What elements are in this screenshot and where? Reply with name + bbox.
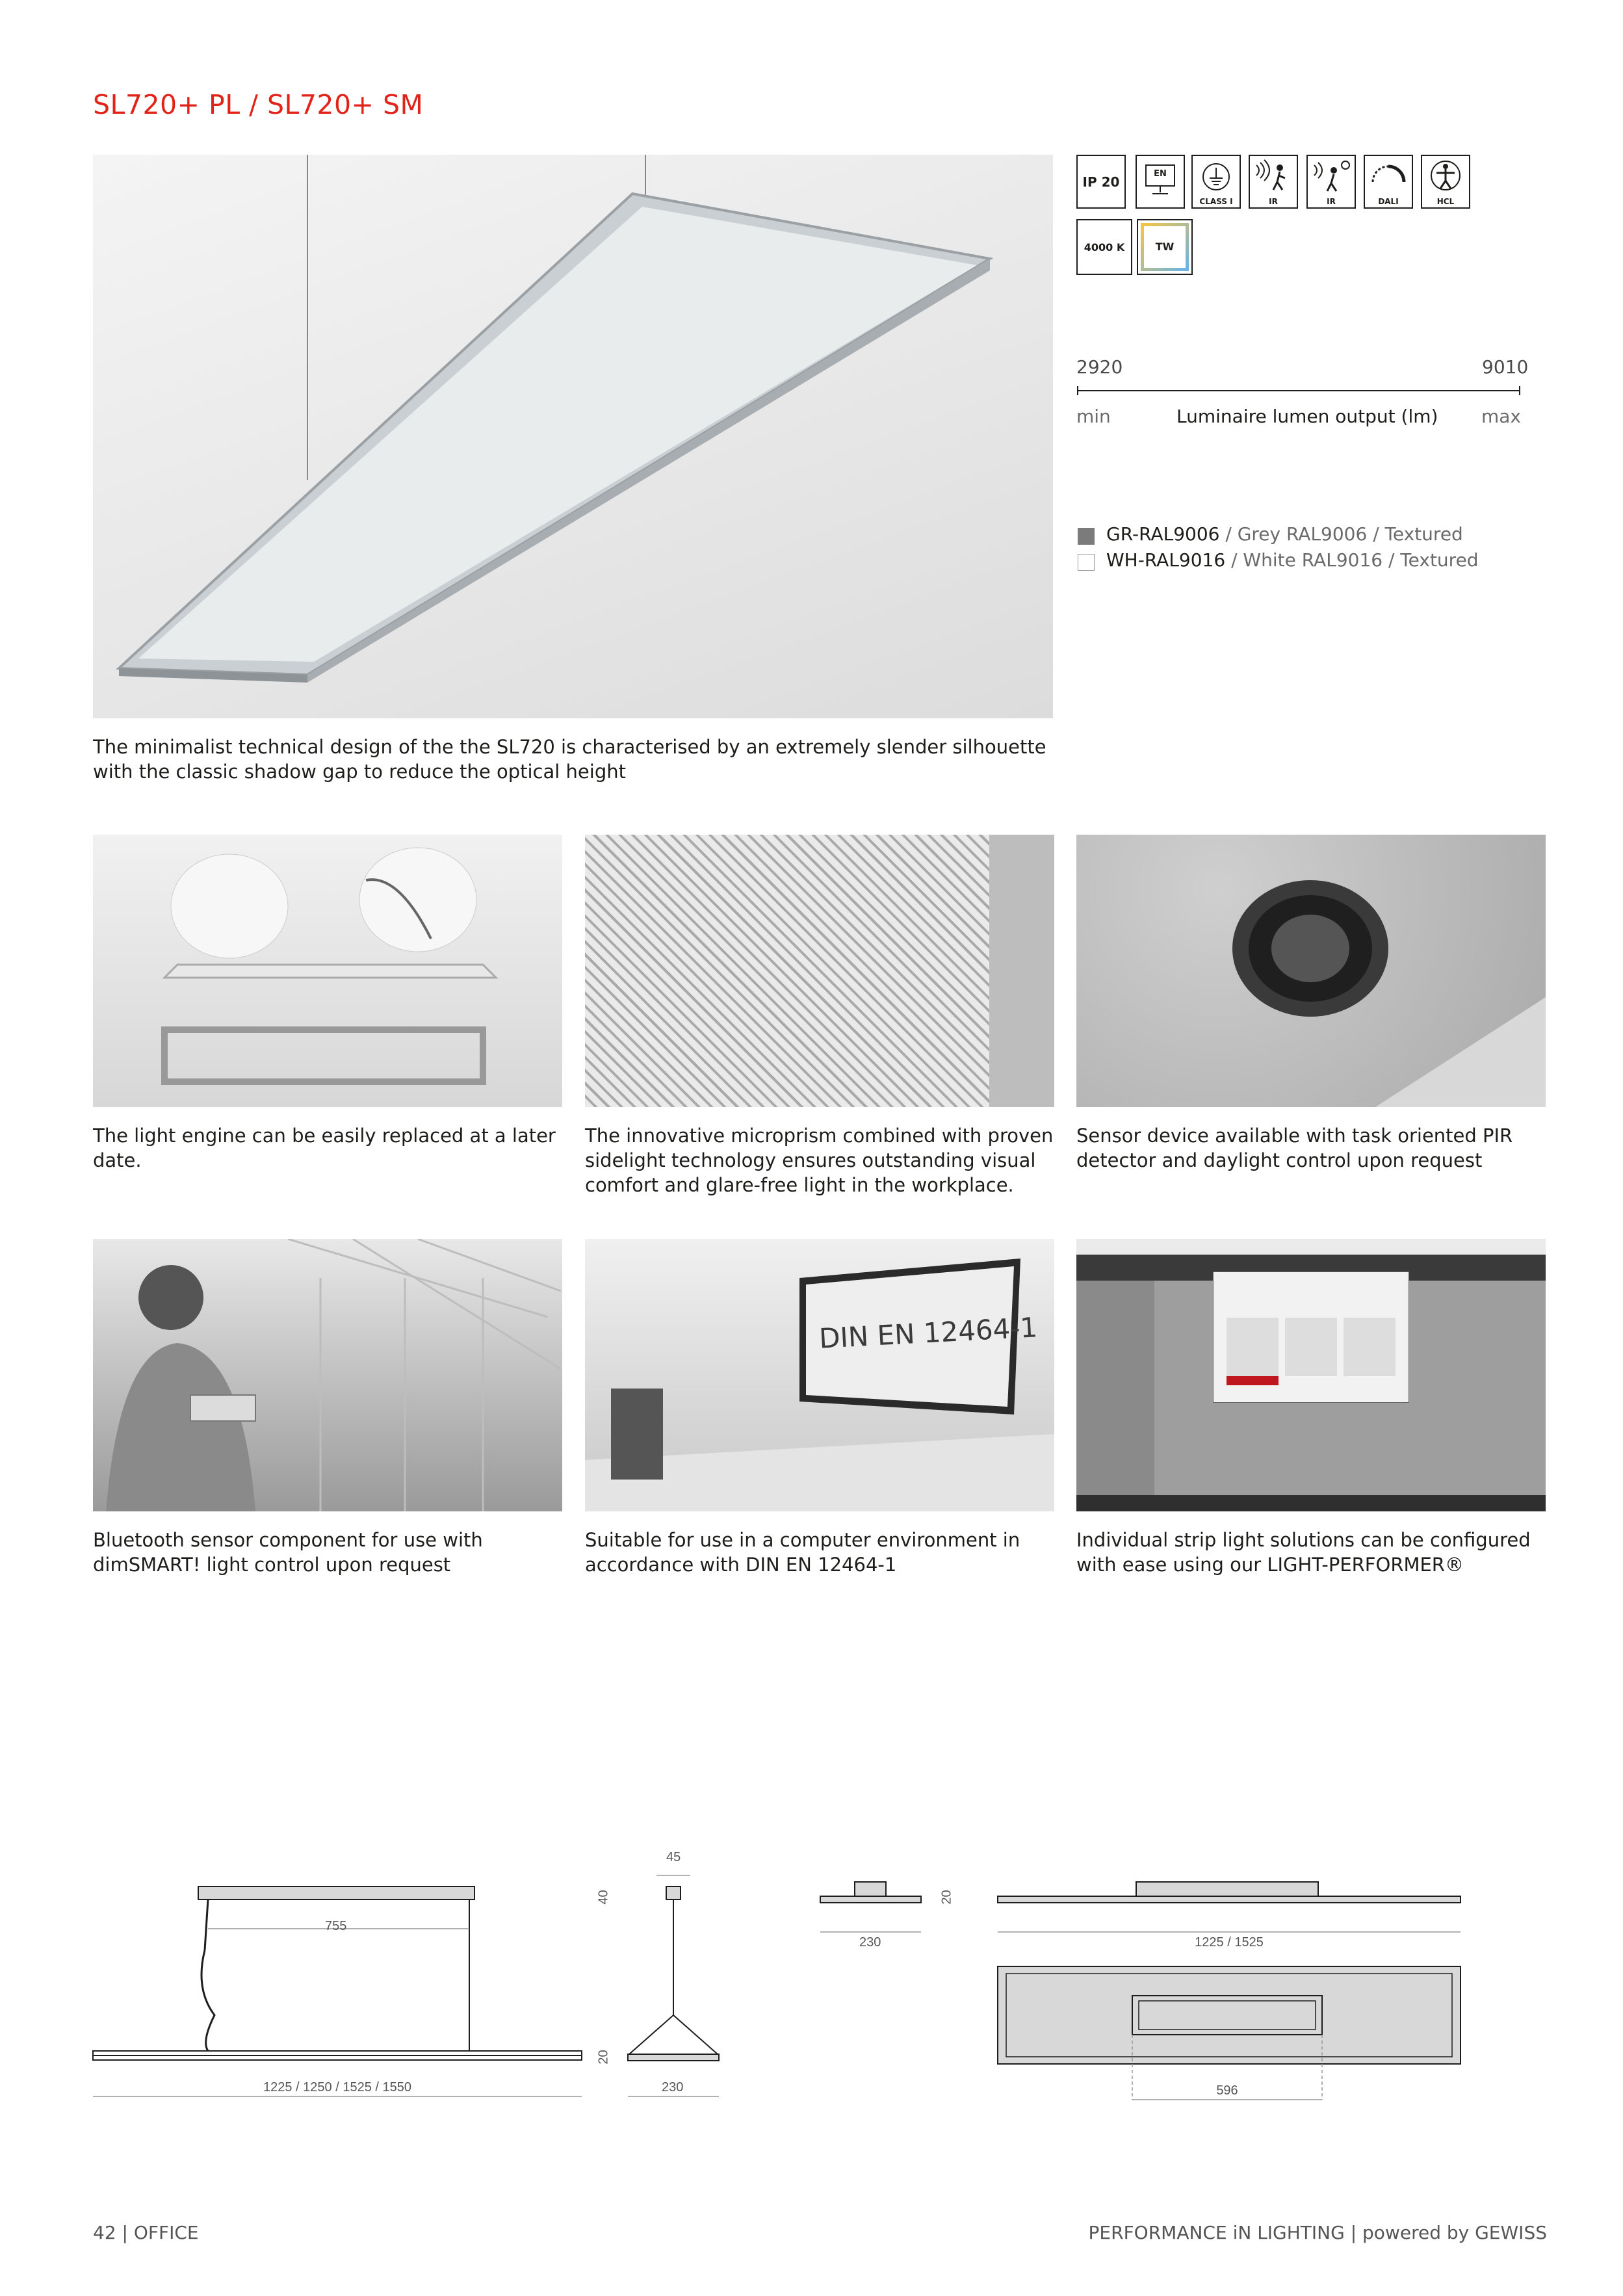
photo-light-engine-replacement <box>93 835 562 1107</box>
finish-swatch-white <box>1078 554 1095 571</box>
lumen-scale-tick-right <box>1519 386 1520 395</box>
dim-45: 45 <box>666 1850 681 1864</box>
page-title: SL720+ PL / SL720+ SM <box>93 89 424 120</box>
ir-daylight-icon: IR <box>1306 155 1356 209</box>
tunable-white-badge: TW <box>1137 219 1193 275</box>
tile-caption-bluetooth: Bluetooth sensor component for use with dimSMART! light control upon request <box>93 1529 483 1576</box>
dim-230b: 230 <box>859 1935 881 1950</box>
footer-brand: PERFORMANCE iN LIGHTING | powered by GEWISS <box>1088 2222 1547 2243</box>
lumen-scale-tick-left <box>1077 386 1078 395</box>
tile-caption-light-engine: The light engine can be easily replaced at a later date. <box>93 1125 556 1171</box>
dim-755: 755 <box>325 1919 347 1933</box>
dim-230a: 230 <box>662 2080 684 2094</box>
hero-caption: The minimalist technical design of the the SL720 is characterised by an extremely slender silhouette with the classic shadow gap to reduce the optical height <box>93 736 1046 783</box>
photo-computer-workplace <box>585 1239 1054 1511</box>
lumen-min-value: 2920 <box>1076 356 1123 378</box>
hero-photo <box>93 155 1053 718</box>
lumen-output-label: Luminaire lumen output (lm) <box>1176 406 1438 427</box>
dim-596: 596 <box>1216 2083 1238 2098</box>
finish-swatch-grey <box>1078 528 1095 545</box>
dali-dimming-icon: DALI <box>1364 155 1413 209</box>
luminaire-illustration <box>93 155 1053 718</box>
monitor-text: DIN EN 12464-1 <box>818 1311 1039 1355</box>
dim-length-pendant: 1225 / 1250 / 1525 / 1550 <box>263 2080 411 2094</box>
class-i-ground-icon: CLASS I <box>1191 155 1241 209</box>
finish-grey: GR-RAL9006 / Grey RAL9006 / Textured <box>1106 523 1463 545</box>
tile-caption-sensor: Sensor device available with task oriented PIR detector and daylight control upon request <box>1076 1125 1513 1171</box>
lumen-scale-line <box>1078 390 1520 391</box>
drawing-side-view <box>93 1886 582 2096</box>
tile-caption-din: Suitable for use in a computer environment in accordance with DIN EN 12464-1 <box>585 1529 1020 1576</box>
dim-20a: 20 <box>596 2050 611 2065</box>
lumen-max-label: max <box>1481 406 1521 427</box>
photo-microprism <box>585 835 1054 1107</box>
lumen-max-value: 9010 <box>1482 356 1529 378</box>
ir-presence-icon: IR <box>1249 155 1298 209</box>
lumen-min-label: min <box>1076 406 1111 427</box>
dim-40: 40 <box>596 1890 611 1905</box>
finish-white: WH-RAL9016 / White RAL9016 / Textured <box>1106 549 1479 571</box>
photo-light-performer-software <box>1076 1239 1546 1511</box>
colour-temperature-badge: 4000 K <box>1076 219 1132 275</box>
tile-caption-light-performer: Individual strip light solutions can be configured with ease using our LIGHT-PERFORMER® <box>1076 1529 1531 1576</box>
photo-pir-sensor <box>1076 835 1546 1107</box>
drawing-cross-section <box>628 1875 719 2096</box>
dim-20b: 20 <box>939 1890 954 1905</box>
drawing-plan-view <box>998 1882 1461 2100</box>
tile-caption-microprism: The innovative microprism combined with proven sidelight technology ensures outstanding visual comfort and glare-free light in the workplace. <box>585 1125 1054 1196</box>
dim-length-surface: 1225 / 1525 <box>1195 1935 1264 1950</box>
hcl-human-centric-icon: HCL <box>1421 155 1470 209</box>
footer-page-section: 42 | OFFICE <box>93 2222 199 2243</box>
ip-rating-icon: IP 20 <box>1076 155 1126 209</box>
en-screen-icon: EN <box>1136 155 1185 209</box>
drawing-surface-section <box>820 1882 921 1932</box>
photo-bluetooth-user <box>93 1239 562 1511</box>
